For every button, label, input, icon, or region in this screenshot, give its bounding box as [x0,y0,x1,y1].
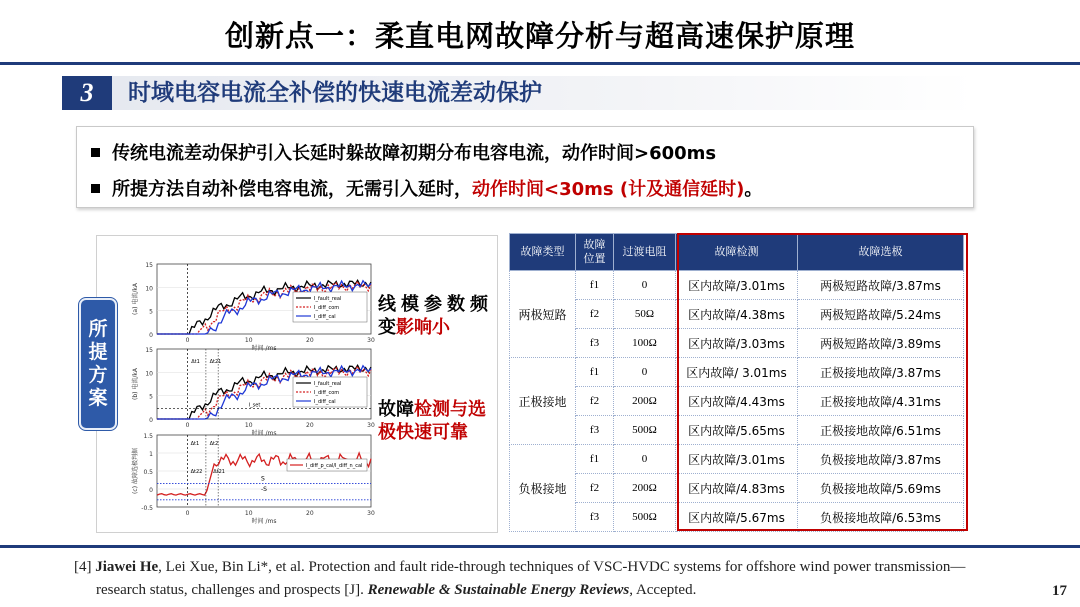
section-title: 时域电容电流全补偿的快速电流差动保护 [128,80,542,106]
x-tick-label: 20 [306,422,314,429]
ref-text: , Lei Xue, Bin Li*, et al. Protection and fault ride-through techniques of VSC-HVDC systems for offshore wind power transmission— [158,559,966,575]
cell-pole-selection: 负极接地故障/3.87ms [798,445,964,474]
legend-label: I_diff_cal [314,314,336,320]
cell-resistance: 500Ω [614,503,676,532]
cell-resistance: 50Ω [614,300,676,329]
cell-detection: 区内故障/5.65ms [676,416,798,445]
header-text: 过渡电阻 [622,245,667,258]
legend-label: I_diff_com [314,305,340,311]
table-row [510,503,964,532]
cell-resistance: 200Ω [614,387,676,416]
y-tick-label: 10 [145,370,153,378]
bullet-box [76,126,974,208]
cell-fault-location: f1 [576,271,614,300]
y-tick-label: -0.5 [141,505,153,512]
cell-detection: 区内故障/ 3.01ms [676,358,798,387]
cell-detection: 区内故障/4.38ms [676,300,798,329]
y-tick-label: 0 [149,332,153,339]
bullet-item [91,175,762,201]
cell-resistance: 500Ω [614,416,676,445]
threshold-label: -S [260,485,267,493]
results-table [509,233,964,532]
table-row [510,474,964,503]
side-label-char: 所 [88,318,108,340]
x-tick-label: 30 [367,337,375,344]
header-text: 故障位置 [583,238,606,265]
delta-t-annotation: Δt21 [209,359,222,365]
section-number-badge: 3 [62,76,112,110]
note-text: 变 [378,317,396,338]
note-highlight: 检测与选 [414,399,486,420]
x-tick-label: 10 [244,422,253,429]
table-row [510,329,964,358]
results-table-wrapper [509,233,964,532]
note-fault-detection [378,398,486,444]
cell-fault-location: f2 [576,474,614,503]
header-fault-location [576,234,614,271]
side-label-proposed-scheme [79,298,117,430]
bullet-item [91,139,716,165]
table-row [510,300,964,329]
simulation-figure [96,235,498,533]
x-tick-label: 30 [367,510,375,517]
delta-t-annotation: Δt21 [213,469,226,475]
cell-resistance: 100Ω [614,329,676,358]
y-tick-label: 15 [145,262,153,269]
cell-resistance: 200Ω [614,474,676,503]
cell-resistance: 0 [614,271,676,300]
cell-pole-selection: 两极短路故障/5.24ms [798,300,964,329]
y-tick-label: 0 [149,417,153,424]
side-label-char: 提 [88,341,108,363]
cell-fault-type: 两极短路 [510,271,576,358]
ref-text: research status, challenges and prospects [J]. [96,582,368,598]
y-axis-label: (b) 电流/kA [132,368,139,400]
y-axis-label: (c) 故障选极判据 [132,448,139,494]
threshold-label: S [260,475,265,483]
ref-author: Jiawei He [95,559,159,575]
cell-detection: 区内故障/3.01ms [676,445,798,474]
cell-resistance: 0 [614,358,676,387]
cell-fault-location: f1 [576,445,614,474]
cell-fault-type: 负极接地 [510,445,576,532]
note-text: 故障 [378,399,414,420]
x-tick-label: 10 [244,337,253,344]
x-tick-label: 10 [244,510,253,517]
title-divider [0,62,1080,65]
cell-fault-type: 正极接地 [510,358,576,445]
legend-label: I_fault_real [314,296,342,302]
bullet-square-icon [91,148,100,157]
x-axis-label: 时间 /ms [251,518,277,525]
cell-pole-selection: 负极接地故障/6.53ms [798,503,964,532]
bullet-square-icon [91,184,100,193]
y-tick-label: 15 [145,347,153,354]
cell-fault-location: f3 [576,329,614,358]
cell-resistance: 0 [614,445,676,474]
table-row [510,271,964,300]
x-tick-label: 30 [367,422,375,429]
delta-t-annotation: Δt1 [190,441,200,447]
table-row [510,387,964,416]
cell-pole-selection: 正极接地故障/6.51ms [798,416,964,445]
bullet-text: 传统电流差动保护引入长延时躲故障初期分布电容电流，动作时间>600ms [112,143,717,164]
cell-pole-selection: 正极接地故障/3.87ms [798,358,964,387]
bullet-highlight: 动作时间<30ms (计及通信延时) [472,179,745,200]
table-header-row [510,234,964,271]
legend-label: I_diff_cal [314,399,336,405]
delta-t-annotation: Δt1 [191,359,200,365]
bullet-text: 所提方法自动补偿电容电流，无需引入延时， [112,179,472,200]
header-pole-selection: 故障选极 [798,234,964,271]
x-axis-label: 时间 /ms [251,430,277,437]
cell-detection: 区内故障/3.01ms [676,271,798,300]
note-highlight: 极快速可靠 [378,422,468,443]
header-detection: 故障检测 [676,234,798,271]
x-tick-label: 20 [306,337,314,344]
cell-pole-selection: 正极接地故障/4.31ms [798,387,964,416]
table-row [510,445,964,474]
waveform-plots [97,236,497,532]
cell-detection: 区内故障/4.43ms [676,387,798,416]
cell-fault-location: f2 [576,387,614,416]
legend-label: I_fault_real [314,381,342,387]
cell-detection: 区内故障/4.83ms [676,474,798,503]
header-fault-type: 故障类型 [510,234,576,271]
cell-fault-location: f2 [576,300,614,329]
note-text: 线模参数频 [378,294,493,315]
footer-divider [0,545,1080,548]
legend-label: I_diff_com [314,390,340,396]
page-number: 17 [1052,583,1067,599]
reference-citation [74,556,1026,602]
y-axis-label: (a) 电流/kA [132,283,139,315]
x-tick-label: 0 [185,337,190,344]
table-row [510,358,964,387]
ref-text: , Accepted. [629,582,697,598]
y-tick-label: 0.5 [143,469,153,476]
cell-detection: 区内故障/5.67ms [676,503,798,532]
x-tick-label: 0 [185,510,190,517]
header-resistance [614,234,676,271]
note-highlight: 影响小 [396,317,450,338]
side-label-char: 方 [88,364,108,386]
slide-title: 创新点一：柔直电网故障分析与超高速保护原理 [224,19,855,53]
cell-fault-location: f3 [576,503,614,532]
y-tick-label: 5 [149,393,153,401]
y-tick-label: 1 [149,451,153,458]
x-tick-label: 0 [185,422,190,429]
cell-fault-location: f1 [576,358,614,387]
table-row [510,416,964,445]
cell-detection: 区内故障/3.03ms [676,329,798,358]
x-axis-label: 时间 /ms [251,345,277,352]
ref-journal: Renewable & Sustainable Energy Reviews [367,582,630,598]
y-tick-label: 1.5 [143,433,153,440]
cell-pole-selection: 两极短路故障/3.87ms [798,271,964,300]
legend-label: I_diff_p_cal/I_diff_n_cal [306,463,363,469]
x-tick-label: 20 [306,510,314,517]
y-tick-label: 0 [149,487,153,494]
ref-number: [4] [74,559,96,575]
cell-fault-location: f3 [576,416,614,445]
setting-label: I_set [248,402,261,409]
cell-pole-selection: 两极短路故障/3.89ms [798,329,964,358]
y-tick-label: 10 [145,285,153,293]
bullet-text-end: 。 [744,179,763,200]
note-parameter-influence [378,293,493,339]
delta-t-annotation: Δt22 [190,469,203,475]
cell-pole-selection: 负极接地故障/5.69ms [798,474,964,503]
delta-t-annotation: Δt2 [209,441,219,447]
side-label-char: 案 [88,387,108,409]
y-tick-label: 5 [149,308,153,316]
